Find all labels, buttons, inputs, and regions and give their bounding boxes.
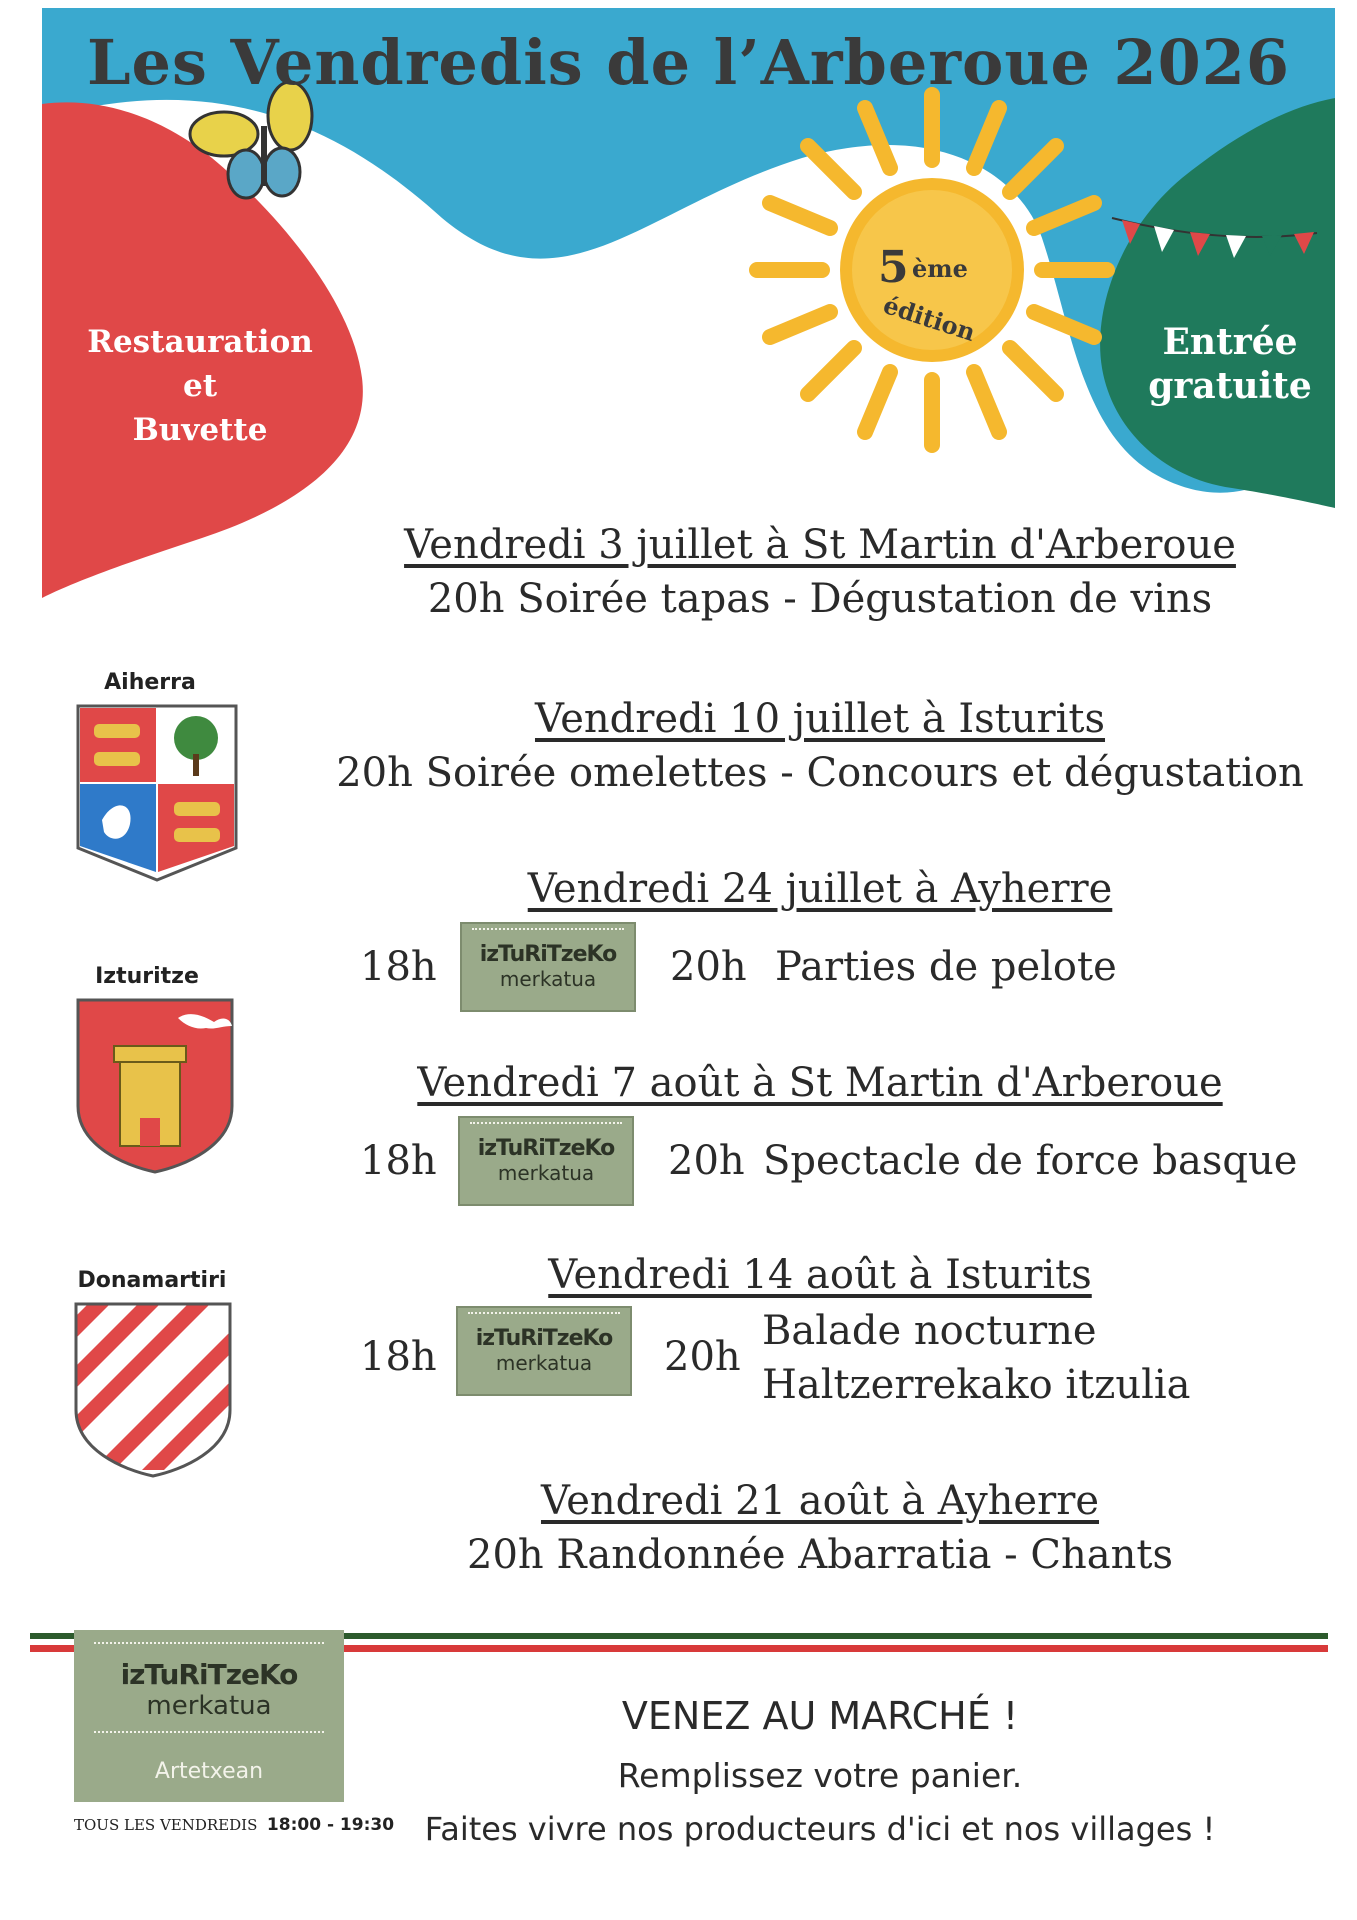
event-time: 20h: [670, 944, 747, 990]
edition-word: édition: [879, 290, 979, 347]
market-badge-line: izTuRiTzeKo: [475, 1326, 613, 1351]
event-line: 20h Soirée omelettes - Concours et dégustation: [336, 750, 1304, 796]
market-badge: [458, 1116, 634, 1206]
event-line: 20h Soirée tapas - Dégustation de vins: [427, 576, 1213, 622]
restauration-line: et: [182, 368, 218, 404]
event-heading: Vendredi 7 août à St Martin d'Arberoue: [417, 1060, 1223, 1106]
event-time: 18h: [360, 944, 437, 990]
event-activity: Parties de pelote: [775, 944, 1117, 990]
market-badge-line: izTuRiTzeKo: [477, 1136, 615, 1161]
market-logo-line: izTuRiTzeKo: [120, 1658, 298, 1691]
slogan-line: Faites vivre nos producteurs d'ici et nos villages !: [424, 1810, 1216, 1848]
market-badge-line: izTuRiTzeKo: [479, 942, 617, 967]
town-name: Izturitze: [95, 964, 199, 989]
event-heading: Vendredi 21 août à Ayherre: [540, 1478, 1100, 1524]
entree-line: gratuite: [1148, 365, 1312, 407]
event-time: 20h: [664, 1334, 741, 1380]
edition-badge: [868, 242, 1018, 352]
event-heading: Vendredi 10 juillet à Isturits: [534, 696, 1106, 742]
market-schedule: [74, 1815, 395, 1835]
schedule-label: TOUS LES VENDREDIS: [74, 1816, 258, 1834]
entree-line: Entrée: [1162, 321, 1298, 363]
page-title: Les Vendredis de l’Arberoue 2026: [86, 26, 1291, 99]
restauration-badge: [60, 320, 340, 452]
event-time: 20h: [668, 1138, 745, 1184]
slogan-title: VENEZ AU MARCHÉ !: [621, 1694, 1019, 1738]
event-heading: Vendredi 3 juillet à St Martin d'Arberoue: [404, 522, 1236, 568]
event-activity: Balade nocturne: [762, 1308, 1097, 1354]
town-name: Donamartiri: [77, 1268, 227, 1293]
market-logo-line: merkatua: [146, 1691, 272, 1721]
donamartiri-coat-of-arms-icon: [72, 1300, 234, 1480]
event-heading: Vendredi 14 août à Isturits: [548, 1252, 1092, 1298]
market-logo-line: Artetxean: [154, 1759, 264, 1784]
entree-badge: [1120, 320, 1340, 408]
town-name: Aiherra: [104, 670, 196, 695]
restauration-line: Restauration: [87, 324, 313, 360]
market-badge-line: merkatua: [497, 1161, 595, 1185]
event-time: 18h: [360, 1138, 437, 1184]
event-heading: Vendredi 24 juillet à Ayherre: [527, 866, 1113, 912]
event-line: 20h Randonnée Abarratia - Chants: [467, 1532, 1173, 1578]
market-logo: [74, 1630, 344, 1802]
slogan-line: Remplissez votre panier.: [617, 1756, 1023, 1795]
aiherra-coat-of-arms-icon: [74, 702, 240, 884]
market-badge: [460, 922, 636, 1012]
event-activity: Haltzerrekako itzulia: [762, 1362, 1191, 1408]
restauration-line: Buvette: [132, 412, 268, 448]
schedule-time: 18:00 - 19:30: [266, 1815, 395, 1835]
market-badge-line: merkatua: [499, 967, 597, 991]
event-time: 18h: [360, 1334, 437, 1380]
market-badge-line: merkatua: [495, 1351, 593, 1375]
izturitze-coat-of-arms-icon: [74, 996, 236, 1176]
edition-suffix: ème: [912, 254, 968, 283]
edition-number: 5: [878, 242, 909, 293]
market-badge: [456, 1306, 632, 1396]
event-activity: Spectacle de force basque: [763, 1138, 1298, 1184]
